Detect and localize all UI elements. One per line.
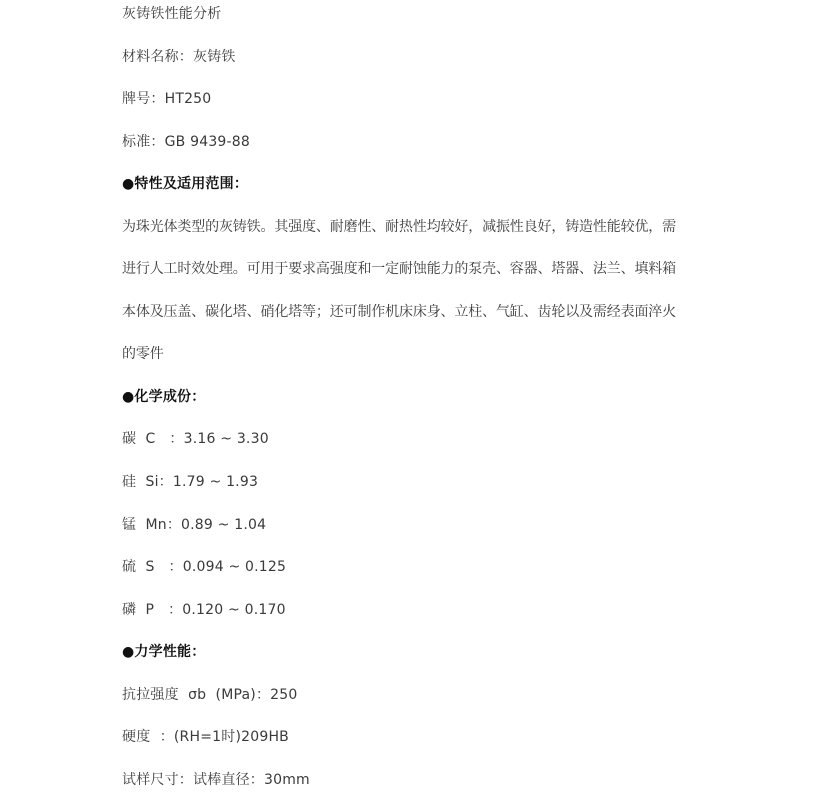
standard: 标准：GB 9439-88 [122, 133, 250, 150]
specimen-size: 试样尺寸：试棒直径：30mm [122, 771, 310, 788]
chemical-phosphorus: 磷 P ：0.120 ~ 0.170 [122, 601, 286, 618]
material-name: 材料名称：灰铸铁 [122, 48, 236, 65]
document-body [122, 0, 722, 801]
chemical-sulfur: 硫 S ：0.094 ~ 0.125 [122, 559, 287, 576]
tensile-strength: 抗拉强度 σb (MPa)：250 [122, 686, 298, 703]
chemical-carbon: 碳 C ：3.16 ~ 3.30 [122, 431, 269, 448]
chemical-heading: ●化学成份： [122, 388, 206, 405]
properties-line: 进行人工时效处理。可用于要求高强度和一定耐蚀能力的泵壳、容器、塔器、法兰、填料箱 [122, 261, 676, 278]
properties-line: 为珠光体类型的灰铸铁。其强度、耐磨性、耐热性均较好，减振性良好，铸造性能较优，需 [122, 218, 676, 235]
properties-line: 的零件 [122, 346, 164, 363]
chemical-silicon: 硅 Si：1.79 ~ 1.93 [122, 474, 259, 491]
document-title: 灰铸铁性能分析 [122, 6, 222, 22]
mechanical-heading: ●力学性能： [122, 644, 206, 661]
properties-line: 本体及压盖、碳化塔、硝化塔等；还可制作机床床身、立柱、气缸、齿轮以及需经表面淬火 [122, 303, 676, 320]
properties-heading: ●特性及适用范围： [122, 176, 249, 193]
chemical-manganese: 锰 Mn：0.89 ~ 1.04 [122, 516, 267, 533]
hardness: 硬度 ：(RH=1时)209HB [122, 729, 289, 746]
grade: 牌号：HT250 [122, 91, 212, 108]
